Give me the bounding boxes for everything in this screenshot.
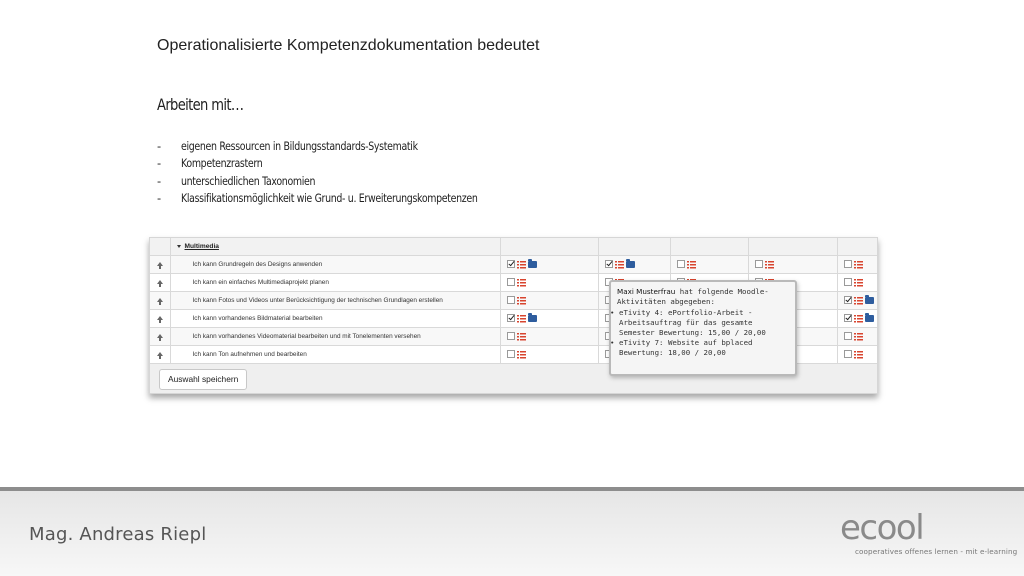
evaluation-cell: [500, 327, 598, 345]
collapse-arrow-icon[interactable]: [177, 245, 181, 248]
evaluation-checkbox[interactable]: [844, 296, 852, 304]
section-heading: Arbeiten mit…: [157, 95, 244, 114]
evaluation-checkbox[interactable]: [507, 350, 515, 358]
tooltip-intro: hat folgende Moodle-Aktivitäten abgegeben:: [617, 287, 769, 306]
bullet-item: - Klassifikationsmöglichkeit wie Grund- u. Erweiterungskompetenzen: [157, 191, 478, 206]
evaluation-checkbox[interactable]: [507, 314, 515, 322]
list-icon[interactable]: [854, 350, 863, 359]
category-label[interactable]: Multimedia: [184, 242, 219, 250]
evaluation-checkbox[interactable]: [844, 278, 852, 286]
competence-label: Ich kann vorhandenes Videomaterial bearbeiten und mit Tonelementen versehen: [170, 327, 500, 345]
list-icon[interactable]: [517, 278, 526, 287]
evaluation-checkbox[interactable]: [507, 296, 515, 304]
competence-row: [150, 255, 878, 273]
move-up-arrow-icon[interactable]: [157, 316, 163, 320]
evaluation-checkbox[interactable]: [844, 350, 852, 358]
bullet-text: Kompetenzrastern: [181, 156, 263, 171]
evaluation-checkbox[interactable]: [507, 260, 515, 268]
competence-label: Ich kann Fotos und Videos unter Berücksichtigung der technischen Grundlagen erstellen: [170, 291, 500, 309]
list-icon[interactable]: [615, 260, 624, 269]
competence-label: Ich kann Ton aufnehmen und bearbeiten: [170, 345, 500, 363]
bullet-text: unterschiedlichen Taxonomien: [181, 173, 316, 188]
list-icon[interactable]: [517, 260, 526, 269]
evaluation-checkbox[interactable]: [605, 260, 613, 268]
slide-footer: [0, 487, 1024, 576]
competence-label: Ich kann Grundregeln des Designs anwenden: [170, 255, 500, 273]
evaluation-checkbox[interactable]: [755, 260, 763, 268]
list-icon[interactable]: [517, 350, 526, 359]
evaluation-cell: [500, 291, 598, 309]
evaluation-checkbox[interactable]: [844, 314, 852, 322]
move-up-arrow-icon[interactable]: [157, 352, 163, 356]
evaluation-cell: [500, 345, 598, 363]
evaluation-checkbox[interactable]: [507, 278, 515, 286]
presenter-name: Mag. Andreas Riepl: [29, 524, 207, 545]
bullet-text: eigenen Ressourcen in Bildungsstandards-Systematik: [181, 138, 418, 153]
move-up-arrow-icon[interactable]: [157, 334, 163, 338]
list-icon[interactable]: [854, 332, 863, 341]
move-up-arrow-icon[interactable]: [157, 298, 163, 302]
evaluation-cell: [670, 255, 748, 273]
list-icon[interactable]: [687, 260, 696, 269]
list-icon[interactable]: [854, 296, 863, 305]
save-selection-button[interactable]: Auswahl speichern: [159, 369, 247, 390]
move-up-arrow-icon[interactable]: [157, 280, 163, 284]
tooltip-activity-list: [617, 308, 789, 358]
category-header-row: [150, 238, 878, 255]
folder-icon[interactable]: [528, 261, 537, 268]
list-icon[interactable]: [517, 314, 526, 323]
folder-icon[interactable]: [528, 315, 537, 322]
evaluation-cell: [500, 255, 598, 273]
competence-grid-screenshot: [149, 237, 878, 394]
evaluation-checkbox[interactable]: [677, 260, 685, 268]
evaluation-checkbox[interactable]: [844, 332, 852, 340]
list-icon[interactable]: [517, 296, 526, 305]
evaluation-cell: [837, 255, 878, 273]
tooltip-activity-item: • eTivity 4: ePortfolio-Arbeit - Arbeitsauftrag für das gesamte Semester Bewertung: 15,00 / 20,00: [613, 308, 789, 338]
slide-title: Operationalisierte Kompetenzdokumentation bedeutet: [157, 37, 540, 54]
bullet-list: [157, 137, 543, 207]
evaluation-cell: [500, 273, 598, 291]
bullet-item: - eigenen Ressourcen in Bildungsstandards-Systematik: [157, 138, 418, 153]
evaluation-cell: [598, 255, 670, 273]
evaluation-cell: [500, 309, 598, 327]
bullet-text: Klassifikationsmöglichkeit wie Grund- u. Erweiterungskompetenzen: [181, 191, 478, 206]
folder-icon[interactable]: [865, 297, 874, 304]
competence-label: Ich kann ein einfaches Multimediaprojekt planen: [170, 273, 500, 291]
list-icon[interactable]: [854, 314, 863, 323]
evaluation-cell: [837, 345, 878, 363]
competence-label: Ich kann vorhandenes Bildmaterial bearbeiten: [170, 309, 500, 327]
evaluation-cell: [837, 291, 878, 309]
ecool-logo: ecool: [840, 508, 924, 548]
evaluation-cell: [837, 309, 878, 327]
list-icon[interactable]: [854, 260, 863, 269]
folder-icon[interactable]: [626, 261, 635, 268]
submission-tooltip: [609, 280, 797, 376]
bullet-item: - unterschiedlichen Taxonomien: [157, 173, 316, 188]
evaluation-checkbox[interactable]: [507, 332, 515, 340]
tooltip-user-name: Maxi Musterfrau: [617, 287, 676, 296]
evaluation-checkbox[interactable]: [844, 260, 852, 268]
folder-icon[interactable]: [865, 315, 874, 322]
bullet-item: - Kompetenzrastern: [157, 156, 263, 171]
evaluation-cell: [837, 327, 878, 345]
tooltip-header: [617, 287, 789, 307]
logo-tagline: cooperatives offenes lernen - mit e-learning: [855, 547, 1018, 556]
evaluation-cell: [837, 273, 878, 291]
list-icon[interactable]: [765, 260, 774, 269]
tooltip-activity-item: • eTivity 7: Website auf bplaced Bewertung: 18,00 / 20,00: [613, 338, 789, 358]
move-up-arrow-icon[interactable]: [157, 262, 163, 266]
evaluation-cell: [748, 255, 837, 273]
list-icon[interactable]: [517, 332, 526, 341]
list-icon[interactable]: [854, 278, 863, 287]
